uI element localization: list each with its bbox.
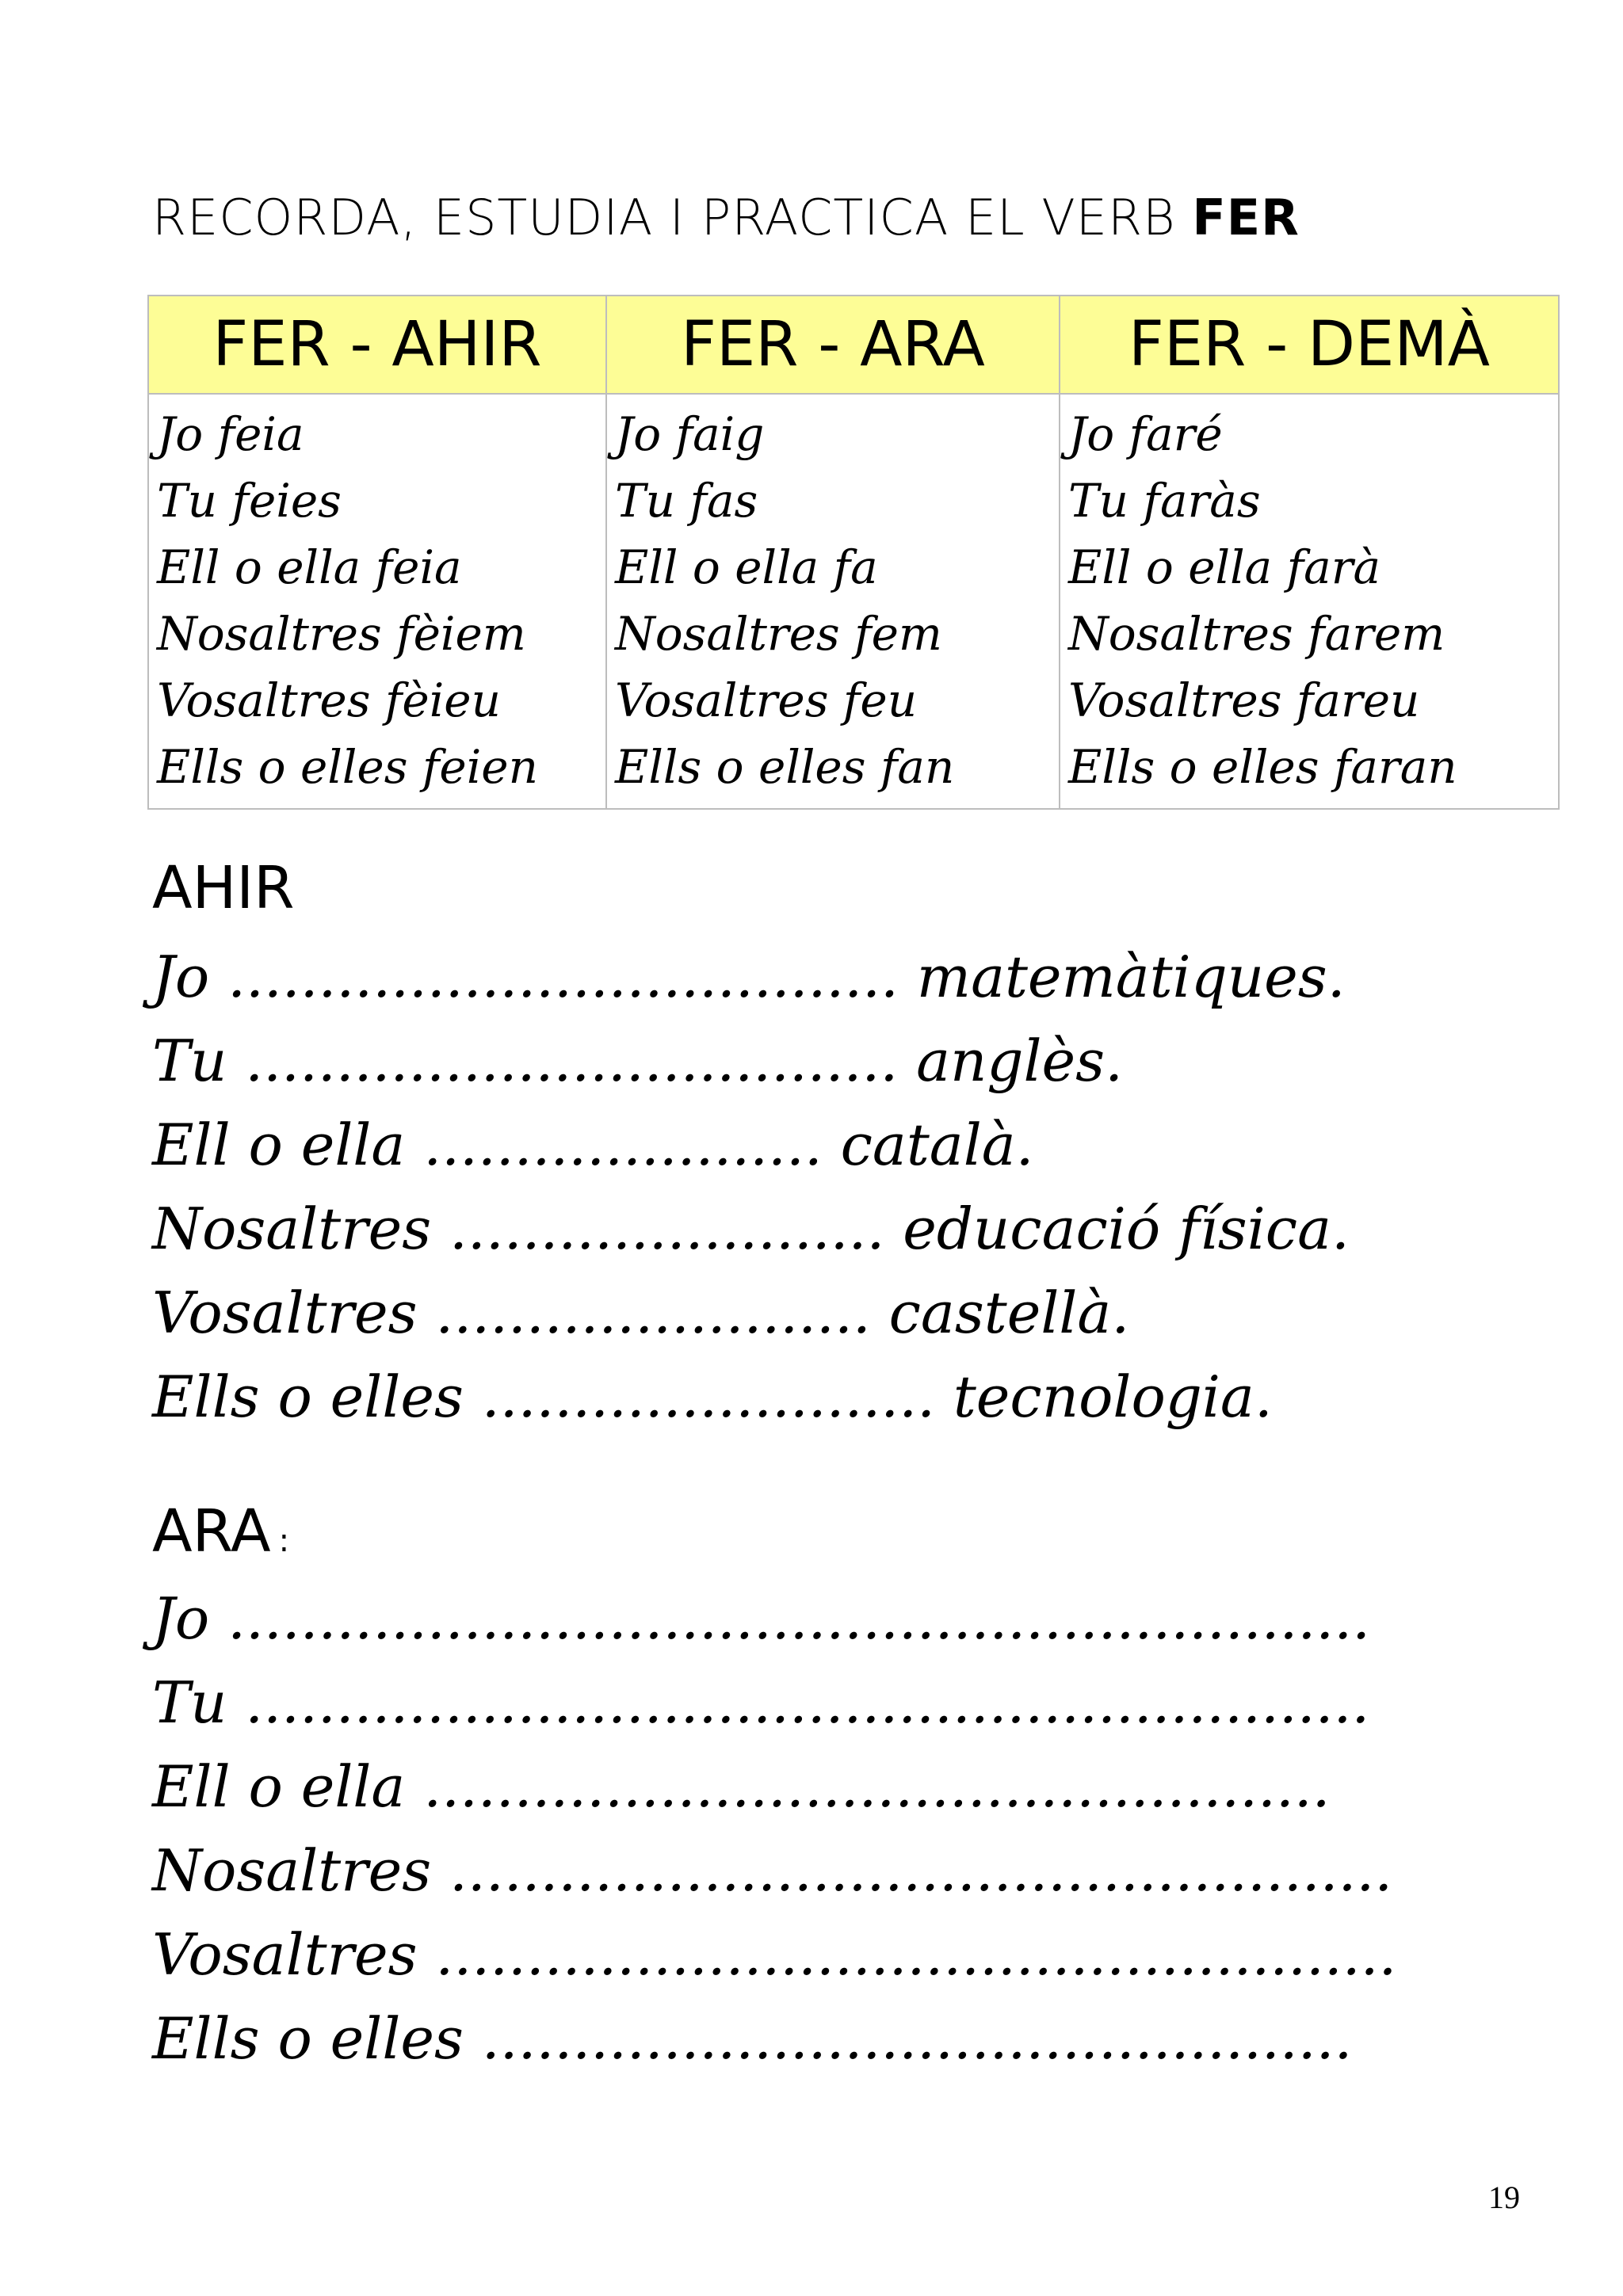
form-past-ell: Ell o ella feia [157, 540, 462, 594]
exercise-ahir-line: Ells o elles ......................... tecnologia. [152, 1363, 1273, 1430]
form-past-jo: Jo feia [157, 407, 304, 461]
column-present [606, 394, 1060, 809]
form-present-ells: Ells o elles fan [615, 740, 955, 794]
table-body-row [148, 394, 1559, 809]
header-fer-ahir: FER - AHIR [148, 296, 606, 394]
form-present-jo: Jo faig [615, 407, 765, 461]
exercise-ara [152, 1577, 1396, 2081]
form-future-tu: Tu faràs [1068, 474, 1261, 528]
form-future-ell: Ell o ella farà [1068, 540, 1381, 594]
form-present-nosaltres: Nosaltres fem [615, 607, 942, 661]
section-title-ara [152, 1497, 289, 1566]
table-header-row [148, 296, 1559, 394]
exercise-ahir-line: Vosaltres ........................ castellà. [152, 1280, 1130, 1346]
form-present-tu: Tu fas [615, 474, 758, 528]
form-past-ells: Ells o elles feien [157, 740, 538, 794]
form-future-vosaltres: Vosaltres fareu [1068, 673, 1420, 727]
column-future [1060, 394, 1559, 809]
exercise-ara-line: Ells o elles ................................................ [152, 2005, 1353, 2072]
exercise-ahir-line: Ell o ella ...................... català. [152, 1112, 1034, 1178]
page-title-verb: FER [1192, 189, 1300, 246]
page-number: 19 [1488, 2180, 1520, 2215]
section-title-ara-colon: : [278, 1523, 290, 1559]
form-past-tu: Tu feies [157, 474, 342, 528]
exercise-ara-line: Vosaltres ..................................................... [152, 1921, 1397, 1988]
form-future-jo: Jo faré [1068, 407, 1223, 461]
exercise-ahir-line: Jo ..................................... matemàtiques. [152, 944, 1346, 1010]
exercise-ahir-line: Nosaltres ........................ educació física. [152, 1196, 1350, 1262]
page-title-prefix: RECORDA, ESTUDIA I PRACTICA EL VERB [152, 189, 1193, 246]
exercise-ahir-line: Tu .................................... anglès. [152, 1028, 1123, 1094]
header-fer-dema: FER - DEMÀ [1060, 296, 1559, 394]
form-past-vosaltres: Vosaltres fèieu [157, 673, 501, 727]
exercise-ahir [152, 935, 1350, 1439]
form-future-ells: Ells o elles faran [1068, 740, 1457, 794]
section-title-ara-text: ARA [152, 1497, 271, 1566]
form-present-ell: Ell o ella fa [615, 540, 878, 594]
column-past [148, 394, 606, 809]
form-present-vosaltres: Vosaltres feu [615, 673, 918, 727]
exercise-ara-line: Jo ............................................................... [152, 1585, 1370, 1652]
form-future-nosaltres: Nosaltres farem [1068, 607, 1445, 661]
form-past-nosaltres: Nosaltres fèiem [157, 607, 526, 661]
conjugation-table [147, 295, 1560, 810]
exercise-ara-line: Tu .............................................................. [152, 1669, 1370, 1736]
page-title [152, 189, 1300, 246]
header-fer-ara: FER - ARA [606, 296, 1060, 394]
section-title-ahir: AHIR [152, 854, 295, 922]
exercise-ara-line: Nosaltres .................................................... [152, 1837, 1393, 1904]
exercise-ara-line: Ell o ella .................................................. [152, 1753, 1331, 1820]
